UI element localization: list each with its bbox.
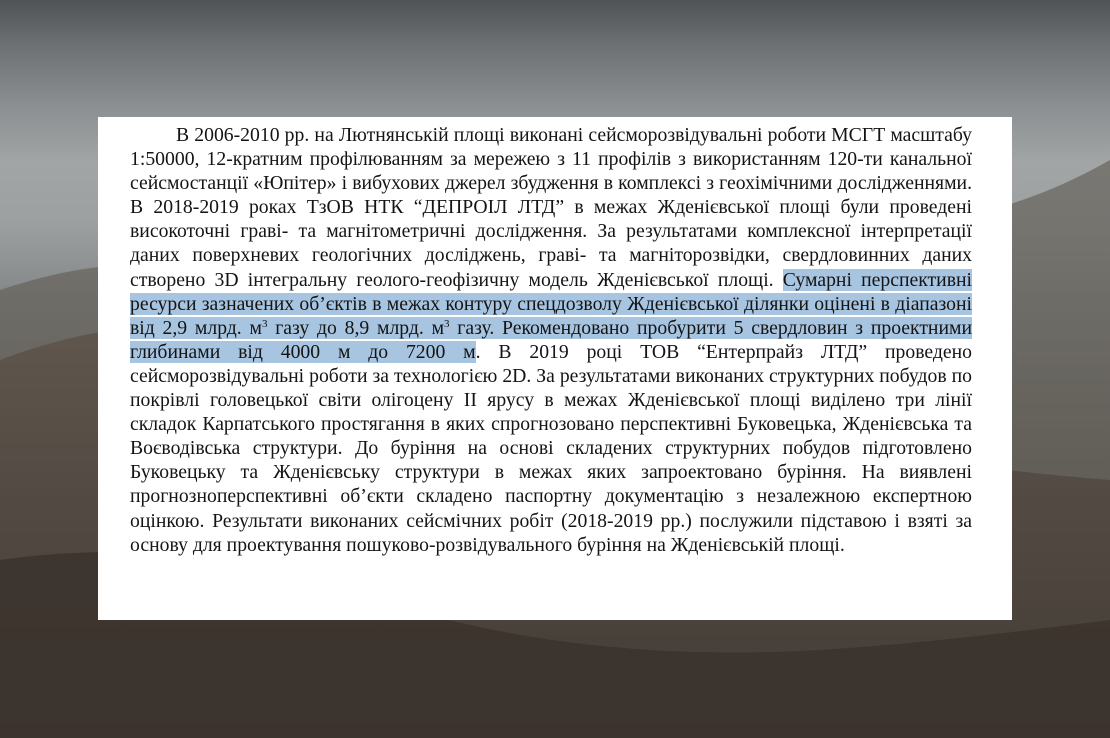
text-segment: В 2006-2010 рр. на Лютнянській площі виконані сейсморозвідувальні роботи МСГТ масштабу 1:50000, 12-кратним профілюванням за мережею з 11 профілів з використанням 120-ти канальної сейсмостанції «Юпітер» і вибухових джерел збудження в комплексі з геохімічними дослідженнями. В 2018-2019 роках ТзОВ НТК “ДЕПРОІЛ ЛТД” в межах Жденієвської площі були проведені високоточні граві- та магнітометричні дослідження. За результатами комплексної інтерпретації даних поверхневих геологічних досліджень, граві- та магніторозвідки, свердловинних даних створено 3D інтегральну геолого-геофізичну модель Жденієвської площі.	[130, 124, 972, 291]
text-segment: газу до 8,9 млрд. м	[267, 316, 445, 339]
text-segment: Сумарні перспективні ресурси зазначених об’єктів в межах контуру спецдозволу Жденієвської ділянки оцінені в діапазоні від 2,9 млрд. м	[130, 268, 972, 339]
text-segment: . В 2019 році ТОВ “Ентерпрайз ЛТД” проведено сейсморозвідувальні роботи за технологією 2D. За результатами виконаних структурних побудов по покрівлі головецької світи олігоцену ІІ ярусу в межах Жденієвської площі виділено три лінії складок Карпатського простягання в яких спрогнозовано перспективні Буковецька, Жденієвська та Воєводівська структури. До буріння на основі складених структурних побудов підготовлено Буковецьку та Жденієвську структури в межах яких запроектовано буріння. На виявлені прогнозноперспективні об’єкти складено паспортну документацію з незалежною експертною оцінкою. Результати виконаних сейсмічних робіт (2018-2019 рр.) послужили підставою і взяті за основу для проектування пошуково-розвідувального буріння на Жденієвській площі.	[130, 340, 972, 556]
superscript: 3	[261, 317, 268, 330]
document-paragraph	[130, 123, 972, 557]
superscript: 3	[444, 317, 450, 330]
text-segment: газу. Рекомендовано пробурити 5 свердловин з проектними глибинами від 4000 м до 7200 м	[130, 316, 972, 363]
document-page	[98, 117, 1012, 620]
